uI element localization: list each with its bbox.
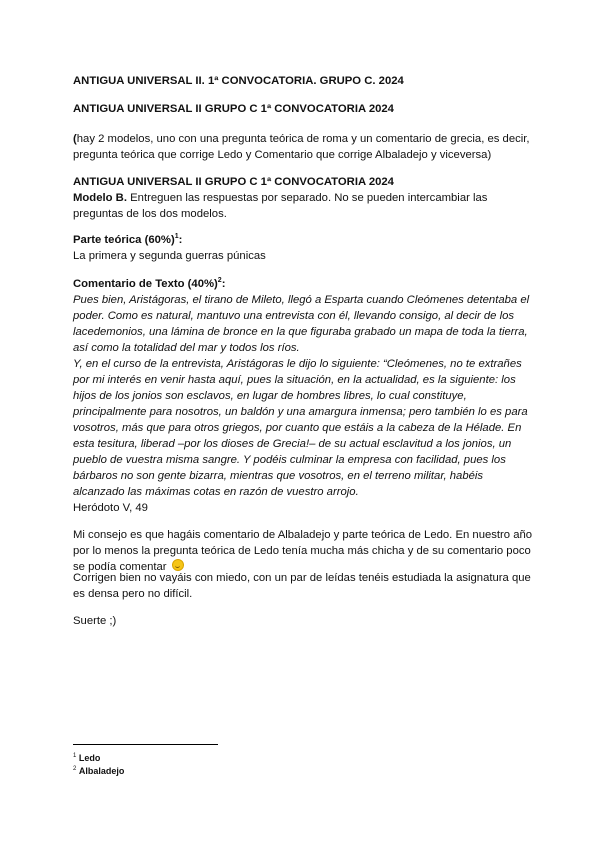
comentario-paragraph-1: Pues bien, Aristágoras, el tirano de Mileto, llegó a Esparta cuando Cleómenes detentaba el poder. Como es natural, mantuvo una entrevista con él, llevando consigo, al decir de los lacedemonios, una lámina de bronce en la que figuraba grabado un mapa de toda la tierra, así como la totalidad del mar y todos los ríos. <box>73 294 530 354</box>
footnote-1 <box>73 752 100 764</box>
comentario-source: Heródoto V, 49 <box>73 502 148 514</box>
comentario-colon: : <box>221 278 226 290</box>
comentario-paragraph-2: Y, en el curso de la entrevista, Aristágoras le dijo lo siguiente: “Cleómenes, no te extrañes por mi interés en venir hasta aquí, pues la situación, en la actualidad, es la siguiente: los hijos de los jonios son esclavos, en lugar de hombres libres, lo cual constituye, principalmente para nosotros, un baldón y una amargura inmensa; pero también lo es para vosotros, más que para otros griegos, por cuanto que estáis a la cabeza de la Hélade. En esta tesitura, liberad –por los dioses de Grecia!– de su actual esclavitud a los jonios, un pueblo de vuestra misma sangre. Y podéis culminar la empresa con facilidad, pues los bárbaros no son gente bizarra, mientras que vosotros, en el terreno militar, habéis alcanzado las máximas cotas en razón de vuestro arrojo. <box>73 358 528 498</box>
heading-1: ANTIGUA UNIVERSAL II. 1ª CONVOCATORIA. GRUPO C. 2024 <box>73 75 404 87</box>
footnote-1-text: Ledo <box>78 753 101 763</box>
intro-paragraph <box>73 131 533 163</box>
modelo-text: Entreguen las respuestas por separado. No se pueden intercambiar las preguntas de los dos modelos. <box>73 192 488 220</box>
intro-paren: ( <box>73 133 77 145</box>
heading-2: ANTIGUA UNIVERSAL II GRUPO C 1ª CONVOCATORIA 2024 <box>73 103 394 115</box>
parte-teorica-colon: : <box>178 234 183 246</box>
parte-teorica-label: Parte teórica (60%) <box>73 234 175 246</box>
footnote-2-number: 2 <box>73 766 77 772</box>
footnote-2 <box>73 765 124 777</box>
advice-text-1: Mi consejo es que hagáis comentario de Albaladejo y parte teórica de Ledo. En nuestro año por lo menos la pregunta teórica de Ledo tenía mucha más chicha y de su comentario poco se podía comentar <box>73 529 533 573</box>
advice-paragraph-2: Corrigen bien no vayáis con miedo, con un par de leídas tenéis estudiada la asignatura que es densa pero no difícil. <box>73 572 531 600</box>
closing-text: Suerte ;) <box>73 615 117 627</box>
footnote-1-number: 1 <box>73 753 77 759</box>
footnote-ref-2: 2 <box>217 277 222 285</box>
modelo-paragraph <box>73 190 533 222</box>
parte-teorica-section <box>73 232 533 264</box>
parte-teorica-question: La primera y segunda guerras púnicas <box>73 250 266 262</box>
heading-3: ANTIGUA UNIVERSAL II GRUPO C 1ª CONVOCATORIA 2024 <box>73 176 394 188</box>
footnote-separator <box>73 744 218 745</box>
comentario-label: Comentario de Texto (40%) <box>73 278 218 290</box>
modelo-label: Modelo B. <box>73 192 127 204</box>
footnote-2-text: Albaladejo <box>78 766 125 776</box>
footnote-ref-1: 1 <box>174 233 179 241</box>
intro-text: hay 2 modelos, uno con una pregunta teórica de roma y un comentario de grecia, es decir, pregunta teórica que corrige Ledo y Comentario que corrige Albaladejo y viceversa) <box>73 133 530 161</box>
advice-paragraph-1 <box>73 527 533 575</box>
comentario-section <box>73 276 533 516</box>
